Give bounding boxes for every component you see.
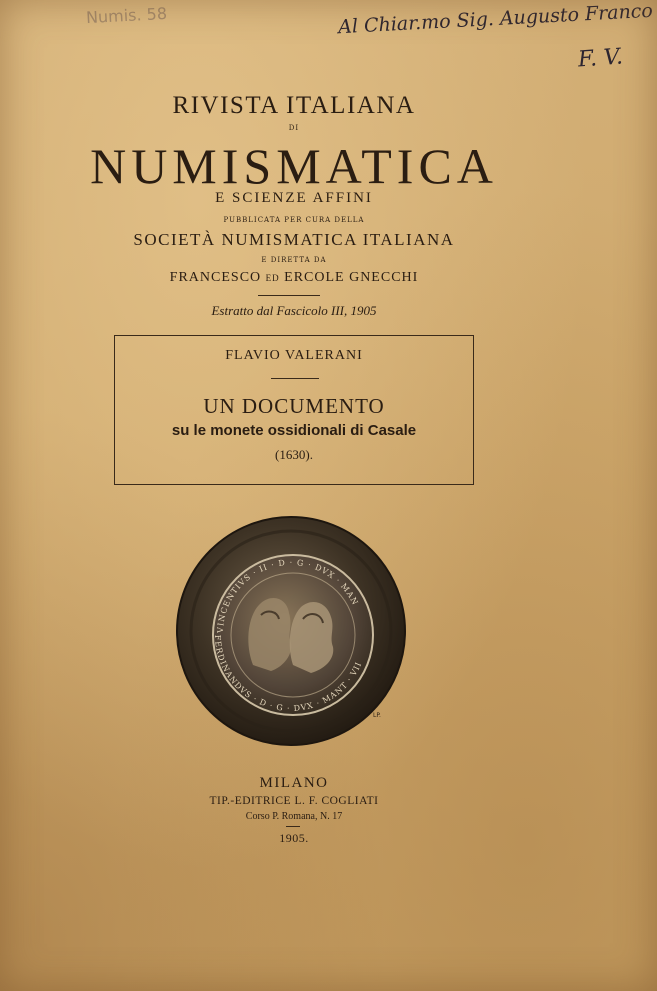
article-subtitle: su le monete ossidionali di Casale [171,422,417,439]
editor-ercole: ERCOLE GNECCHI [284,270,419,285]
editor-francesco: FRANCESCO [169,270,262,285]
article-box [114,335,474,485]
medal-illustration [175,515,407,747]
pencil-note: Numis. 58 [85,3,168,28]
article-title: UN DOCUMENTO [203,394,385,418]
editors-names [0,270,588,286]
medal-legend-top: VINCENTIVS · II · D · G · DVX · MAN [215,557,360,634]
journal-title-line: RIVISTA ITALIANA [172,92,416,119]
author-name: FLAVIO VALERANI [225,348,363,363]
editors-ed: ED [265,273,280,283]
published-by-label: PUBBLICATA PER CURA DELLA [223,216,365,224]
imprint-city: MILANO [259,775,329,791]
author-divider [271,378,319,379]
directed-by-label: E DIRETTA DA [261,256,327,264]
imprint-divider [286,826,300,827]
imprint-address: Corso P. Romana, N. 17 [245,811,343,822]
medal-legend-bottom: FERDINANDVS · D · G · DVX · MANT · VII [212,634,364,714]
society-name: SOCIETÀ NUMISMATICA ITALIANA [133,230,455,249]
imprint-publisher: TIP.-EDITRICE L. F. COGLIATI [209,795,379,807]
handwritten-dedication: Al Chiar.mo Sig. Augusto Franco [337,0,654,39]
journal-title-main: NUMISMATICA [90,138,498,194]
extract-note: Estratto dal Fascicolo III, 1905 [211,303,377,318]
article-year: (1630). [275,447,313,462]
journal-subtitle: E SCIENZE AFFINI [215,190,373,206]
imprint-year: 1905. [279,831,309,845]
handwritten-initials: F. V. [577,44,624,73]
journal-di: DI [288,124,300,132]
divider-rule [258,295,320,296]
medal-signature: LP. [373,712,381,719]
